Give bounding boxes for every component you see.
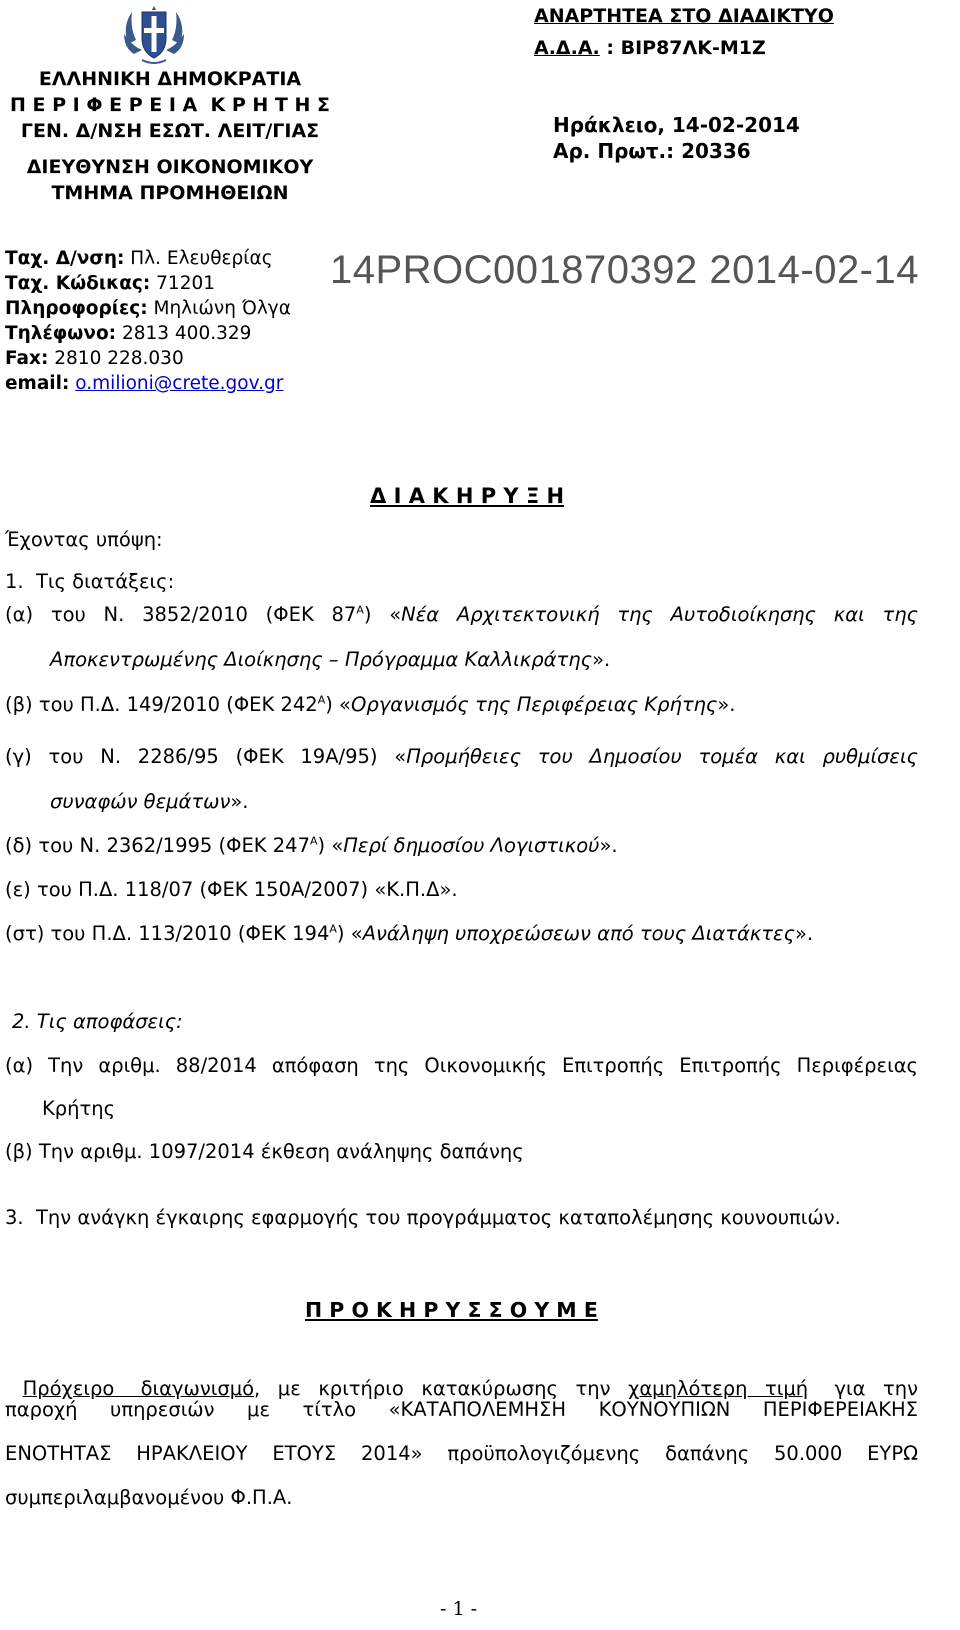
org-department: ΤΜΗΜΑ ΠΡΟΜΗΘΕΙΩΝ <box>51 182 289 204</box>
page-number: - 1 - <box>440 1598 478 1620</box>
postcode-value: 71201 <box>150 273 216 294</box>
ada-line <box>534 37 834 59</box>
section2-item-a-line2: Κρήτης <box>42 1097 116 1120</box>
item-a-quote: ) « <box>363 603 402 626</box>
protocol-number: Αρ. Πρωτ.: 20336 <box>553 139 751 163</box>
item-b-quote: ) « <box>325 693 351 716</box>
ada-label: Α.Δ.Α. <box>534 37 600 59</box>
award-criterion: χαμηλότερη τιμή <box>628 1377 809 1400</box>
item-f-sup: Α <box>329 922 337 936</box>
contact-info <box>5 296 291 321</box>
section1-item-c-line2 <box>50 790 249 813</box>
item-b-sup: Α <box>317 693 326 707</box>
intro-text: Έχοντας υπόψη: <box>5 528 163 551</box>
section2-heading: 2. Τις αποφάσεις: <box>12 1010 183 1033</box>
item-d-quote: ) « <box>317 834 344 857</box>
item-a-ref: (α) του Ν. 3852/2010 (ΦΕΚ 87 <box>5 603 357 626</box>
item-d-ref: (δ) του Ν. 2362/1995 (ΦΕΚ 247 <box>5 834 310 857</box>
contact-phone <box>5 321 291 346</box>
item-f-ref: (στ) του Π.Δ. 113/2010 (ΦΕΚ 194 <box>5 922 330 945</box>
info-value: Μηλιώνη Όλγα <box>147 298 291 319</box>
item-a-sup: Α <box>356 603 364 617</box>
email-link[interactable]: o.milioni@crete.gov.gr <box>75 373 284 394</box>
section1-item-d <box>5 834 618 857</box>
section1-item-e: (ε) του Π.Δ. 118/07 (ΦΕΚ 150Α/2007) «Κ.Π.Δ». <box>5 878 458 901</box>
item-d-sup: Α <box>309 834 318 848</box>
item-c-title-part1: Προμήθειες του Δημοσίου τομέα και ρυθμίσεις <box>406 745 918 768</box>
item-a-title-part1: Νέα Αρχιτεκτονική της Αυτοδιοίκησης και της <box>401 603 919 626</box>
org-general-directorate: ΓΕΝ. Δ/ΝΣΗ ΕΣΩΤ. ΛΕΙΤ/ΓΙΑΣ <box>20 120 320 142</box>
section2-item-b: (β) Την αριθμ. 1097/2014 έκθεση ανάληψης δαπάνης <box>5 1140 524 1163</box>
address-value: Πλ. Ελευθερίας <box>124 248 273 269</box>
greek-emblem-icon <box>118 4 190 66</box>
item-c-title-part2: συναφών θεμάτων <box>50 790 231 813</box>
fax-label: Fax: <box>5 348 49 369</box>
address-label: Ταχ. Δ/νση: <box>5 248 125 269</box>
postcode-label: Ταχ. Κώδικας: <box>5 273 151 294</box>
final-line3: ΕΝΟΤΗΤΑΣ ΗΡΑΚΛΕΙΟΥ ΕΤΟΥΣ 2014» προϋπολογιζόμενης δαπάνης 50.000 ΕΥΡΩ <box>5 1442 918 1465</box>
section1-item-a-line1 <box>5 603 918 626</box>
item-b-title: Οργανισμός της Περιφέρειας Κρήτης <box>351 693 718 716</box>
section3-text: 3. Την ανάγκη έγκαιρης εφαρμογής του προγράμματος καταπολέμησης κουνουπιών. <box>5 1206 841 1229</box>
final-text-1: , με κριτήριο κατακύρωσης την <box>254 1377 629 1400</box>
item-c-end: ». <box>230 790 249 813</box>
item-d-end: ». <box>599 834 618 857</box>
proclaim-heading: Π Ρ Ο Κ Η Ρ Υ Σ Σ Ο Υ Μ Ε <box>305 1298 598 1322</box>
info-label: Πληροφορίες: <box>5 298 148 319</box>
contact-email <box>5 371 291 396</box>
org-directorate: ΔΙΕΥΘΥΝΣΗ ΟΙΚΟΝΟΜΙΚΟΥ <box>26 156 314 178</box>
tender-type: Πρόχειρο διαγωνισμό <box>22 1377 255 1400</box>
item-b-end: ». <box>717 693 736 716</box>
final-line1 <box>5 1354 918 1400</box>
phone-value: 2813 400.329 <box>116 323 252 344</box>
section1-item-f <box>5 922 813 945</box>
item-f-end: ». <box>795 922 814 945</box>
final-text-2: για την <box>808 1377 919 1400</box>
org-country: ΕΛΛΗΝΙΚΗ ΔΗΜΟΚΡΑΤΙΑ <box>38 68 302 90</box>
item-a-title-part2: Αποκεντρωμένης Διοίκησης – Πρόγραμμα Καλλικράτης <box>50 648 593 671</box>
section2-item-a-line1: (α) Την αριθμ. 88/2014 απόφαση της Οικονομικής Επιτροπής Επιτροπής Περιφέρειας <box>5 1054 918 1077</box>
registration-stamp: 14PROC001870392 2014-02-14 <box>330 248 919 292</box>
item-f-quote: ) « <box>336 922 363 945</box>
final-line4: συμπεριλαμβανομένου Φ.Π.Α. <box>5 1486 293 1509</box>
item-c-ref: (γ) του Ν. 2286/95 (ΦΕΚ 19Α/95) « <box>5 745 407 768</box>
item-a-end: ». <box>592 648 611 671</box>
section1-heading: 1. Τις διατάξεις: <box>5 570 175 593</box>
phone-label: Τηλέφωνο: <box>5 323 117 344</box>
item-b-ref: (β) του Π.Δ. 149/2010 (ΦΕΚ 242 <box>5 693 318 716</box>
posted-online-label: ΑΝΑΡΤΗΤΕΑ ΣΤΟ ΔΙΑΔΙΚΤΥΟ <box>534 5 834 27</box>
document-title: Δ Ι Α Κ Η Ρ Υ Ξ Η <box>370 484 565 508</box>
email-label: email: <box>5 373 70 394</box>
ada-value: : ΒΙΡ87ΛΚ-Μ1Ζ <box>599 37 766 59</box>
item-f-title: Ανάληψη υποχρεώσεων από τους Διατάκτες <box>362 922 796 945</box>
org-region: Π Ε Ρ Ι Φ Ε Ρ Ε Ι Α Κ Ρ Η Τ Η Σ <box>10 94 330 116</box>
contact-postcode <box>5 271 291 296</box>
section1-item-c-line1 <box>5 745 918 768</box>
item-d-title: Περί δημοσίου Λογιστικού <box>343 834 600 857</box>
contact-fax <box>5 346 291 371</box>
final-line2: παροχή υπηρεσιών με τίτλο «ΚΑΤΑΠΟΛΕΜΗΣΗ ΚΟΥΝΟΥΠΙΩΝ ΠΕΡΙΦΕΡΕΙΑΚΗΣ <box>5 1398 918 1421</box>
section1-item-b <box>5 693 736 716</box>
fax-value: 2810 228.030 <box>48 348 184 369</box>
contact-address <box>5 246 291 271</box>
section1-item-a-line2 <box>50 648 610 671</box>
document-date: Ηράκλειο, 14-02-2014 <box>553 113 800 137</box>
